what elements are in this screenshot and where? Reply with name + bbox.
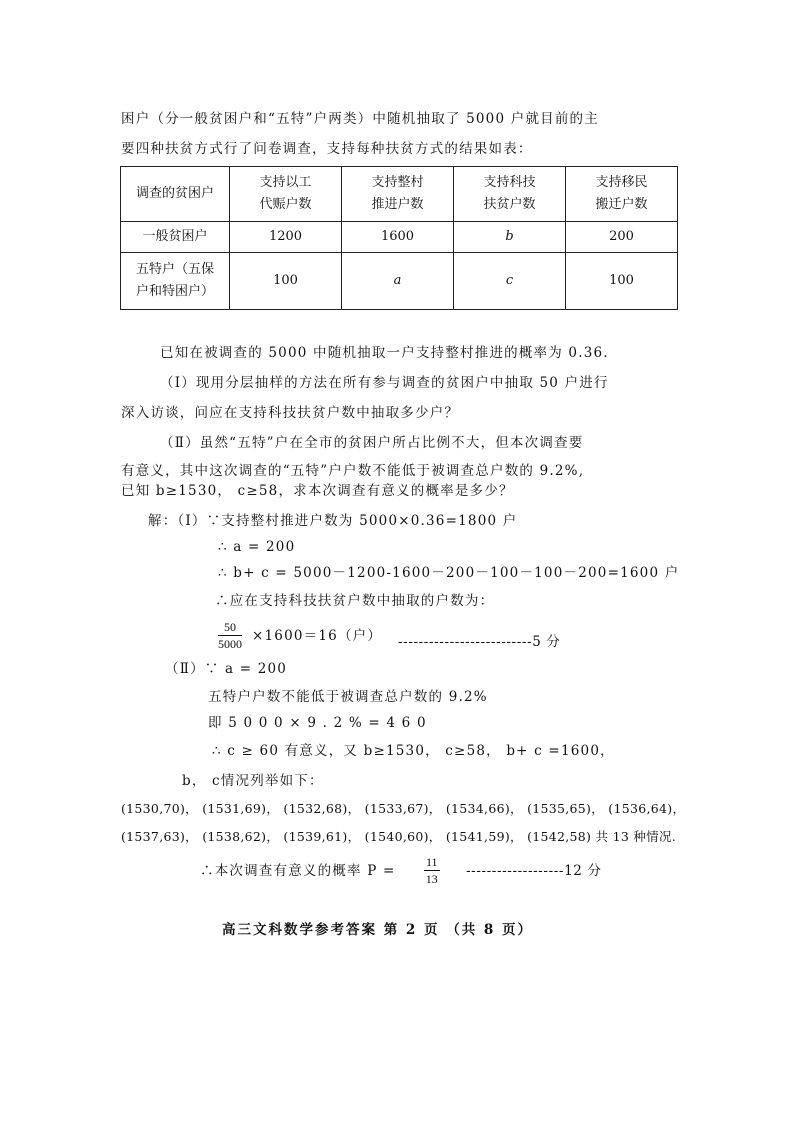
solution-line-2: ∴ a = 200 bbox=[218, 539, 296, 555]
header-cell: 支持移民 搬迁户数 bbox=[566, 167, 678, 222]
solution-line-4: ∴应在支持科技扶贫户数中抽取的户数为： bbox=[215, 593, 495, 609]
row-label: 五特户（五保 户和特困户） bbox=[121, 253, 230, 310]
part1-line-1: （Ⅰ）现用分层抽样的方法在所有参与调查的贫困户中抽取 50 户进行 bbox=[160, 375, 609, 391]
conclusion-text: ∴本次调查有意义的概率 P = bbox=[200, 863, 396, 879]
part2-line-1: （Ⅱ）虽然“五特”户在全市的贫困户所占比例不大，但本次调查要 bbox=[160, 435, 584, 451]
solution-line-3: ∴ b+ c = 5000－1200-1600－200－100－100－200=1600 户 bbox=[218, 565, 680, 581]
fraction-denominator: 13 bbox=[425, 872, 438, 886]
table-cell: 200 bbox=[566, 222, 678, 253]
solution-line-10: b， c情况列举如下： bbox=[182, 773, 324, 789]
fraction-denominator: 5000 bbox=[218, 637, 242, 651]
fraction-50-5000 bbox=[218, 620, 242, 652]
part2-line-3: 已知 b≥1530， c≥58，求本次调查有意义的概率是多少？ bbox=[121, 483, 514, 499]
solution-line-9: ∴ c ≥ 60 有意义，又 b≥1530， c≥58， b+ c =1600， bbox=[212, 743, 615, 759]
score-mark-5: --------------------------5 分 bbox=[398, 634, 561, 650]
intro-line-2: 要四种扶贫方式行了问卷调查，支持每种扶贫方式的结果如表： bbox=[121, 141, 533, 157]
part1-line-2: 深入访谈，问应在支持科技扶贫户数中抽取多少户？ bbox=[121, 405, 460, 421]
header-cell: 支持以工 代赈户数 bbox=[230, 167, 342, 222]
table-header-row bbox=[121, 167, 678, 222]
fraction-numerator: 50 bbox=[218, 620, 242, 636]
page-footer: 高三文科数学参考答案 第 2 页 （共 8 页） bbox=[222, 922, 533, 938]
case-list-line-1: (1530,70)， (1531,69)， (1532,68)， (1533,67)， (1534,66)， (1535,65)， (1536,64)， bbox=[121, 801, 686, 816]
row-label: 一般贫困户 bbox=[121, 222, 230, 253]
survey-table bbox=[120, 166, 678, 310]
table-cell: a bbox=[342, 253, 454, 310]
table-cell: c bbox=[454, 253, 566, 310]
case-list-line-2: (1537,63)， (1538,62)， (1539,61)， (1540,60)， (1541,59)， (1542,58) 共 13 种情况. bbox=[121, 829, 677, 844]
given-text: 已知在被调查的 5000 中随机抽取一户支持整村推进的概率为 0.36. bbox=[160, 345, 609, 361]
fraction-11-13 bbox=[424, 855, 440, 887]
header-cell: 支持科技 扶贫户数 bbox=[454, 167, 566, 222]
solution-line-6: （Ⅱ）∵ a = 200 bbox=[165, 661, 288, 677]
header-cell: 支持整村 推进户数 bbox=[342, 167, 454, 222]
table-cell: 1200 bbox=[230, 222, 342, 253]
fraction-numerator: 11 bbox=[426, 855, 438, 869]
intro-line-1: 困户（分一般贫困户和“五特”户两类）中随机抽取了 5000 户就目前的主 bbox=[121, 111, 599, 127]
score-mark-12: -------------------12 分 bbox=[466, 863, 602, 879]
header-cell: 调查的贫困户 bbox=[121, 167, 230, 222]
table-cell: 100 bbox=[230, 253, 342, 310]
table-cell: 1600 bbox=[342, 222, 454, 253]
table-row bbox=[121, 253, 678, 310]
solution-line-1: 解：（Ⅰ）∵支持整村推进户数为 5000×0.36=1800 户 bbox=[148, 513, 518, 529]
solution-line-8: 即 5 0 0 0 × 9 . 2 % = 4 6 0 bbox=[208, 715, 427, 731]
table-row bbox=[121, 222, 678, 253]
part2-line-2: 有意义，其中这次调查的“五特”户户数不能低于被调查总户数的 9.2%, bbox=[121, 463, 585, 479]
solution-line-7: 五特户户数不能低于被调查总户数的 9.2% bbox=[208, 689, 488, 705]
table-cell: 100 bbox=[566, 253, 678, 310]
table-cell: b bbox=[454, 222, 566, 253]
solution-line-5: ×1600＝16（户） bbox=[252, 628, 383, 644]
